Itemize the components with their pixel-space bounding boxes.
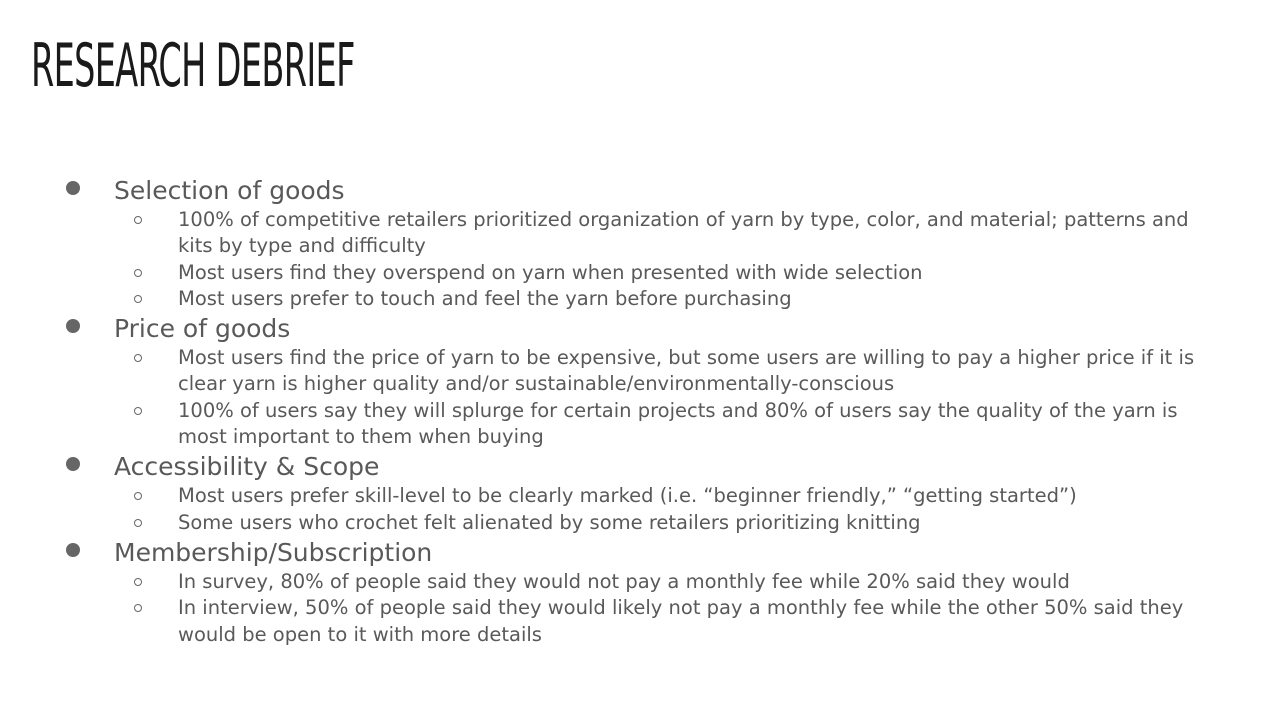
sub-bullet-text: 100% of users say they will splurge for certain projects and 80% of users say the quality of the yarn is most important to them when buying (178, 398, 1178, 449)
section-heading: Price of goods (114, 314, 291, 344)
section-heading: Membership/Subscription (114, 537, 433, 567)
filled-bullet-icon (66, 457, 80, 471)
section-price-of-goods (0, 312, 1270, 450)
hollow-bullet-icon (134, 295, 142, 303)
sub-bullet-item (0, 569, 1270, 595)
sub-bullet-item (0, 510, 1270, 536)
section-heading-row (0, 312, 1270, 345)
sub-bullet-item (0, 398, 1270, 451)
hollow-bullet-icon (134, 492, 142, 500)
section-accessibility-scope (0, 450, 1270, 536)
sub-bullet-item (0, 595, 1270, 648)
section-selection-of-goods (0, 174, 1270, 312)
section-heading-row (0, 174, 1270, 207)
section-heading: Accessibility & Scope (114, 452, 380, 482)
hollow-bullet-icon (134, 216, 142, 224)
sub-bullet-item (0, 260, 1270, 286)
hollow-bullet-icon (134, 354, 142, 362)
sub-bullet-list (0, 483, 1270, 536)
section-heading: Selection of goods (114, 176, 345, 205)
filled-bullet-icon (66, 543, 80, 557)
sub-bullet-text: 100% of competitive retailers prioritized organization of yarn by type, color, and material; patterns and kits by type and difficulty (178, 208, 1189, 258)
slide-title: RESEARCH DEBRIEF (31, 31, 355, 101)
section-heading-row (0, 450, 1270, 483)
sub-bullet-list (0, 569, 1270, 648)
hollow-bullet-icon (134, 604, 142, 612)
sub-bullet-text: Most users find they overspend on yarn when presented with wide selection (178, 260, 923, 284)
sub-bullet-text: Most users prefer to touch and feel the yarn before purchasing (178, 286, 792, 310)
sub-bullet-list (0, 345, 1270, 450)
sub-bullet-item (0, 207, 1270, 260)
sub-bullet-text: Most users find the price of yarn to be expensive, but some users are willing to pay a higher price if it is clear yarn is higher quality and/or sustainable/environmentally-conscious (178, 346, 1195, 396)
filled-bullet-icon (66, 181, 80, 195)
hollow-bullet-icon (134, 269, 142, 277)
sub-bullet-text: Some users who crochet felt alienated by some retailers prioritizing knitting (178, 510, 921, 534)
hollow-bullet-icon (134, 578, 142, 586)
section-heading-row (0, 536, 1270, 569)
section-membership-subscription (0, 536, 1270, 648)
sub-bullet-item (0, 483, 1270, 509)
sub-bullet-text: In interview, 50% of people said they would likely not pay a monthly fee while the other 50% said they would be open to it with more details (178, 596, 1184, 646)
hollow-bullet-icon (134, 519, 142, 527)
sub-bullet-item (0, 286, 1270, 312)
hollow-bullet-icon (134, 407, 142, 415)
bullet-list (0, 174, 1270, 648)
sub-bullet-item (0, 345, 1270, 398)
sub-bullet-text: In survey, 80% of people said they would not pay a monthly fee while 20% said they would (178, 569, 1070, 593)
sub-bullet-text: Most users prefer skill-level to be clearly marked (i.e. “beginner friendly,” “getting started”) (178, 484, 1077, 508)
sub-bullet-list (0, 207, 1270, 312)
filled-bullet-icon (66, 319, 80, 333)
